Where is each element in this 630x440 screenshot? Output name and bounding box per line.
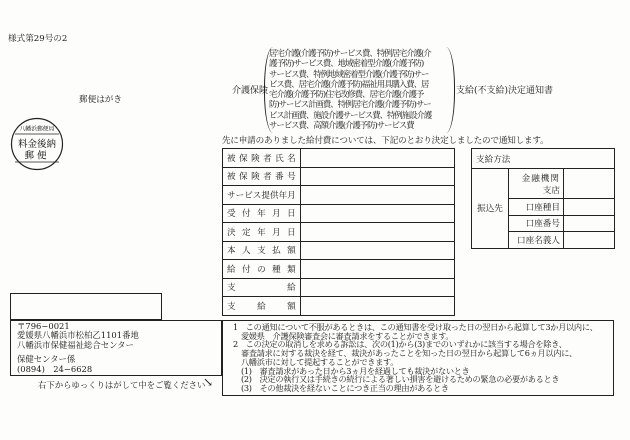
form-number: 様式第29号の2 <box>8 34 68 44</box>
note-line: 八幡浜市に対して提起することができます。 <box>241 356 399 367</box>
service-line: 宅介護(介護予防)住宅改修費、居宅介護(介護予 <box>269 89 424 100</box>
note-line: 審査請求に対する裁決を経て、裁決があったことを知った日の翌日から起算して6ヵ月以内に、 <box>241 348 577 359</box>
arrow-down-right-icon: ↘ <box>203 375 214 389</box>
peel-instruction: 右下からゆっくりはがして中をご覧ください <box>38 380 206 390</box>
payment-amount-label: 支給額 <box>223 297 301 316</box>
service-line: ビス計画費、施設介護サービス費、特例施設介護 <box>269 109 432 120</box>
row-insured-number <box>223 167 455 186</box>
bank-label-cell <box>509 169 564 199</box>
row-payment <box>223 278 455 297</box>
row-benefit-type <box>223 260 455 279</box>
notes-box <box>222 320 614 396</box>
stamp-line2-text: 郵便 <box>24 150 50 162</box>
lead-text: 先に申請のありました給付費については、下記のとおり決定しましたので通知します。 <box>222 136 549 146</box>
row-bank <box>472 169 615 199</box>
stamp-office-text: 八幡浜郵便局 <box>19 126 55 133</box>
note-line: 愛媛県 介護保険審査会に審査請求をすることができます。 <box>241 330 454 341</box>
note-line: (2) 決定の執行又は手続きの続行による著しい損害を避けるための緊急の必要があるとき <box>241 374 560 385</box>
payment-label: 支給 <box>223 278 301 297</box>
account-type-label: 口座種目 <box>509 199 564 216</box>
payment-amount-value <box>300 297 454 316</box>
received-date-label: 受付年月日 <box>223 204 301 223</box>
benefit-type-value <box>300 260 454 279</box>
sender-address-block <box>10 320 222 376</box>
row-self-payment <box>223 241 455 260</box>
benefit-info-table <box>222 148 455 316</box>
received-date-value <box>300 204 454 223</box>
service-line: サービス費、高額介護(介護予防)サービス費 <box>269 120 414 131</box>
bank-value <box>564 169 615 199</box>
service-line: 護予防)サービス費、地域密着型介護(介護予防) <box>269 58 424 69</box>
account-holder-value <box>564 232 615 249</box>
service-line: ビス費、居宅介護(介護予防)福祉用具購入費、居 <box>269 78 429 89</box>
row-service-month <box>223 186 455 205</box>
insured-name-label: 被保険者氏名 <box>223 149 301 168</box>
benefit-type-label: 給付の種類 <box>223 260 301 279</box>
decision-date-label: 決定年月日 <box>223 223 301 242</box>
transfer-label: 振込先 <box>472 169 509 249</box>
service-month-value <box>300 186 454 205</box>
sender-address: 愛媛県八幡浜市松柏乙1101番地 <box>17 330 139 341</box>
services-bracket <box>264 47 455 133</box>
insured-name-value <box>300 149 454 168</box>
account-number-label: 口座番号 <box>509 215 564 232</box>
insured-number-label: 被保険者番号 <box>223 167 301 186</box>
recipient-address-box <box>10 293 162 320</box>
row-payment-amount <box>223 297 455 316</box>
postcard-label: 郵便はがき <box>79 95 122 105</box>
service-line: サービス費、特例地域密着型介護(介護予防)サー <box>269 68 429 79</box>
branch-label: 支店 <box>542 185 560 196</box>
payment-method-table <box>471 148 615 249</box>
service-line: 居宅介護(介護予防)サービス費、特例居宅介護(介 <box>269 48 431 58</box>
postage-stamp-icon <box>10 117 64 171</box>
note-line: (1) 審査請求があった日から3ヵ月を経過しても裁決がないとき <box>241 365 470 376</box>
payment-value <box>300 278 454 297</box>
title-prefix: 介護保険 <box>232 86 269 96</box>
note-line: 1 この通知について不服があるときは、この通知書を受け取った日の翌日から起算して3か月以内に、 <box>233 322 598 332</box>
row-decision-date <box>223 223 455 242</box>
stamp-line1-text: 料金後納 <box>17 139 57 150</box>
insured-number-value <box>300 167 454 186</box>
note-line: 2 この決定の取消しを求める訴訟は、次の(1)から(3)までのいずれかに該当する場合を除き、 <box>233 339 567 350</box>
account-holder-label: 口座名義人 <box>509 232 564 249</box>
account-number-value <box>564 215 615 232</box>
sender-section: 保健センター係 <box>17 354 76 365</box>
account-type-value <box>564 199 615 216</box>
self-payment-value <box>300 241 454 260</box>
self-payment-label: 本人支払額 <box>223 241 301 260</box>
service-month-label: サービス提供年月 <box>223 186 301 205</box>
payment-method-header-row <box>472 149 615 169</box>
sender-phone: (0894) 24−6628 <box>17 363 93 374</box>
payment-method-label: 支給方法 <box>472 149 615 169</box>
note-line: (3) その他裁決を経ないことにつき正当の理由があるとき <box>241 382 449 393</box>
bank-label: 金融機関 <box>521 173 560 184</box>
row-insured-name <box>223 149 455 168</box>
decision-date-value <box>300 223 454 242</box>
service-line: 防)サービス計画費、特例居宅介護(介護予防)サー <box>269 99 431 110</box>
sender-facility: 八幡浜市保健福祉総合センター <box>17 339 134 350</box>
sender-postal-code: 〒796−0021 <box>17 321 70 331</box>
row-received-date <box>223 204 455 223</box>
title-suffix: 支給(不支給)決定通知書 <box>456 86 554 96</box>
